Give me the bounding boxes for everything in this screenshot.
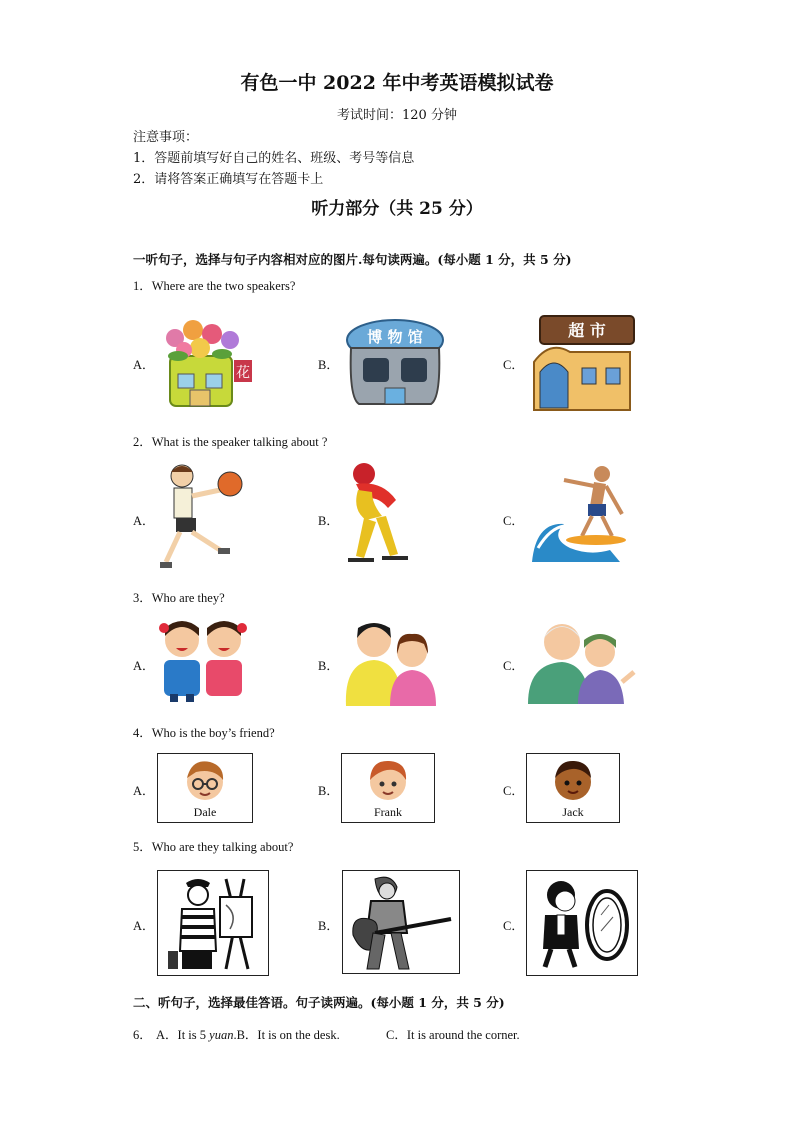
caption-dale: Dale: [193, 805, 217, 819]
couple-icon: [342, 618, 438, 708]
q5-option-a-label: A．: [133, 919, 155, 933]
exam-title: 有色一中 2022 年中考英语模拟试卷: [240, 72, 554, 94]
q6-number: 6．: [133, 1028, 152, 1042]
question-5: 5．Who are they talking about?: [133, 840, 294, 854]
notes-title: 注意事项：: [133, 130, 199, 145]
surfer-icon: [530, 462, 626, 566]
q4-option-c-frame: [526, 753, 620, 823]
q5-option-a-frame: [157, 870, 269, 976]
note-item-2: 2．请将答案正确填写在答题卡上: [133, 172, 324, 187]
supermarket-icon: [530, 312, 636, 412]
q4-option-b-frame: [341, 753, 435, 823]
q3-option-b-label: B．: [318, 659, 339, 673]
q3-option-a-label: A．: [133, 659, 155, 673]
section-title: 听力部分（共 25 分）: [311, 199, 483, 219]
q4-option-b-label: B．: [318, 784, 339, 798]
flower-shop-sign: 花: [236, 365, 250, 381]
guitarist-icon: [347, 875, 455, 969]
q2-option-a-label: A．: [133, 514, 155, 528]
skater-icon: [342, 460, 408, 572]
q4-option-a-label: A．: [133, 784, 155, 798]
caption-jack: Jack: [562, 805, 584, 819]
elderly-couple-icon: [526, 620, 638, 706]
q4-option-a-frame: [157, 753, 253, 823]
question-2: 2．What is the speaker talking about ?: [133, 435, 328, 449]
boy-face-icon: [367, 758, 409, 804]
part2-heading: 二、听句子，选择最佳答语。句子读两遍。(每小题 1 分，共 5 分): [133, 995, 505, 1010]
two-girls-icon: [156, 618, 250, 704]
q5-option-c-label: C．: [503, 919, 524, 933]
q5-option-b-label: B．: [318, 919, 339, 933]
q1-option-c-label: C．: [503, 358, 524, 372]
q6-option-a: [156, 1025, 340, 1043]
q3-option-c-label: C．: [503, 659, 524, 673]
question-1: 1．Where are the two speakers?: [133, 279, 296, 293]
part1-heading: 一听句子，选择与句子内容相对应的图片.每句读两遍。(每小题 1 分，共 5 分): [133, 252, 572, 267]
q6-option-c: C．It is around the corner.: [386, 1028, 520, 1042]
q6-option-a-text: A．It is 5: [156, 1028, 210, 1042]
q1-option-a-label: A．: [133, 358, 155, 372]
boy-glasses-icon: [184, 758, 226, 804]
note-item-1: 1．答题前填写好自己的姓名、班级、考号等信息: [133, 151, 415, 166]
q5-option-b-frame: [342, 870, 460, 974]
q1-option-b-label: B．: [318, 358, 339, 372]
q6-option-b-text: .B．It is on the desk.: [233, 1028, 340, 1042]
question-4: 4．Who is the boy’s friend?: [133, 726, 275, 740]
boy-dark-face-icon: [552, 758, 594, 804]
supermarket-sign: 超 市: [568, 321, 606, 340]
exam-time: 考试时间：120 分钟: [337, 108, 457, 123]
q4-option-c-label: C．: [503, 784, 524, 798]
basketball-boy-icon: [158, 462, 248, 574]
museum-sign: 博 物 馆: [367, 328, 423, 346]
painter-icon: [164, 875, 262, 971]
q2-option-c-label: C．: [503, 514, 524, 528]
q6-option-a-italic: yuan: [209, 1028, 234, 1042]
q5-option-c-frame: [526, 870, 638, 976]
question-3: 3．Who are they?: [133, 591, 225, 605]
caption-frank: Frank: [374, 805, 402, 819]
q2-option-b-label: B．: [318, 514, 339, 528]
magician-mirror-icon: [531, 877, 633, 971]
museum-icon: [345, 318, 445, 408]
flower-shop-icon: [160, 316, 260, 410]
